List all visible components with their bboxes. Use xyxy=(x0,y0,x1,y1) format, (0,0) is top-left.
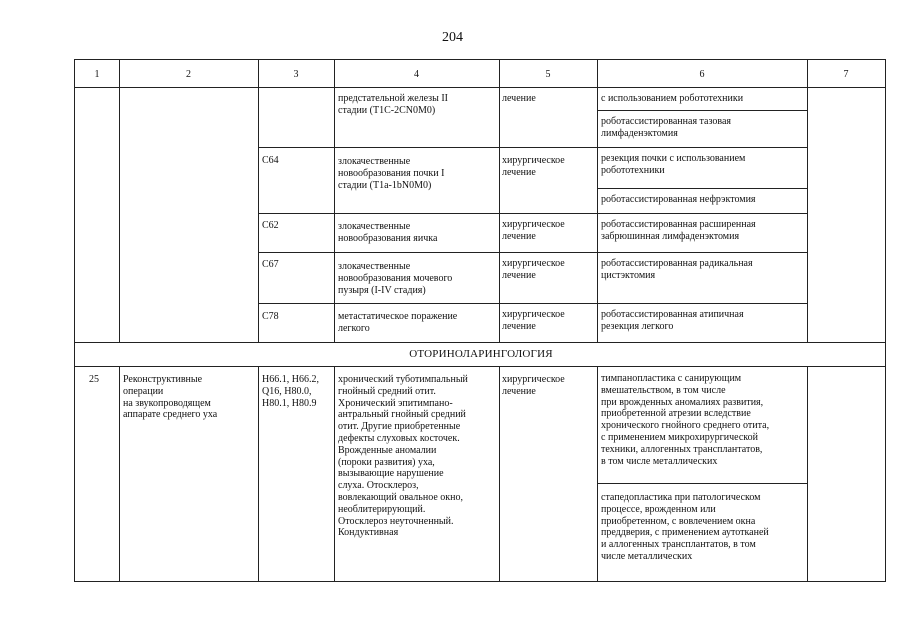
treatment-cell: хирургическое лечение xyxy=(502,258,565,281)
column-header-1: 1 xyxy=(94,69,100,80)
column-header-7: 7 xyxy=(843,69,849,80)
method-cell: роботассистированная расширенная забрюшинная лимфаденэктомия xyxy=(601,219,756,242)
column-rule xyxy=(258,366,259,581)
method-cell: тимпанопластика с санирующим вмешательством, в том числе при врожденных аномалиях развития, приобретенной атрезии вследствие хронического гнойного среднего отита, с применением микрохирургической техники, аллогенных трансплантатов, в том числе металлических xyxy=(601,373,770,467)
column-header-6: 6 xyxy=(699,69,705,80)
diagnosis-cell: злокачественные новообразования мочевого пузыря (I-IV стадия) xyxy=(338,261,453,296)
column-rule xyxy=(807,366,808,581)
treatment-cell: хирургическое лечение xyxy=(502,219,565,242)
column-rule xyxy=(807,60,808,342)
column-rule xyxy=(258,60,259,342)
column-header-4: 4 xyxy=(414,69,419,80)
row-rule xyxy=(258,303,807,304)
page-number: 204 xyxy=(442,30,463,45)
column-rule xyxy=(119,60,120,342)
method-cell: роботассистированная тазовая лимфаденэктомия xyxy=(601,116,731,139)
column-header-5: 5 xyxy=(545,69,551,80)
method-cell: резекция почки с использованием робототехники xyxy=(601,153,746,176)
header-rule xyxy=(75,87,885,88)
section-bottom-rule xyxy=(75,366,885,367)
column-header-3: 3 xyxy=(293,69,299,80)
section-top-rule xyxy=(75,342,885,343)
column-rule xyxy=(597,366,598,581)
method-cell: с использованием робототехники xyxy=(601,93,744,104)
code-cell: C62 xyxy=(262,220,279,231)
diagnosis-cell: злокачественные новообразования почки I стадии (T1a-1bN0M0) xyxy=(338,156,445,191)
treatment-cell: хирургическое лечение xyxy=(502,309,565,332)
treatment-cell: хирургическое лечение xyxy=(502,155,565,178)
code-cell: H66.1, H66.2, Q16, H80.0, H80.1, H80.9 xyxy=(262,374,319,409)
row-rule xyxy=(258,213,807,214)
code-cell: C67 xyxy=(262,259,279,270)
code-cell: C64 xyxy=(262,155,279,166)
method-cell: роботассистированная нефрэктомия xyxy=(601,194,756,205)
diagnosis-cell: предстательной железы II стадии (T1C-2CN0M0) xyxy=(338,93,449,116)
column-header-2: 2 xyxy=(186,69,191,80)
column-rule xyxy=(119,366,120,581)
method-cell: роботассистированная атипичная резекция легкого xyxy=(601,309,744,332)
procedure-name: Реконструктивные операции на звукопроводящем аппарате среднего уха xyxy=(123,374,218,421)
code-cell: C78 xyxy=(262,311,279,322)
row-rule xyxy=(597,483,807,484)
row-rule xyxy=(258,147,807,148)
treatment-cell: хирургическое лечение xyxy=(502,374,565,397)
section-title: ОТОРИНОЛАРИНГОЛОГИЯ xyxy=(409,348,553,360)
column-rule xyxy=(334,60,335,342)
treatment-cell: лечение xyxy=(502,93,536,104)
diagnosis-cell: злокачественные новообразования яичка xyxy=(338,221,438,244)
row-number: 25 xyxy=(89,374,99,385)
row-rule xyxy=(258,252,807,253)
method-cell: роботассистированная радикальная цистэктомия xyxy=(601,258,753,281)
diagnosis-cell: хронический туботимпальный гнойный средний отит. Хронический эпитимпано- антральный гнойный средний отит. Другие приобретенные дефекты слуховых косточек. Врожденные аномалии (пороки развития) уха, вызывающие нарушение слуха. Отосклероз, вовлекающий овальное окно, необлитерирующий. Отосклероз неуточненный. Кондуктивная xyxy=(338,374,468,539)
row-rule xyxy=(597,110,807,111)
medical-procedures-table xyxy=(74,59,886,582)
column-rule xyxy=(499,366,500,581)
row-rule xyxy=(597,188,807,189)
column-rule xyxy=(499,60,500,342)
column-rule xyxy=(597,60,598,342)
method-cell: стапедопластика при патологическом процессе, врожденном или приобретенном, с вовлечением окна преддверия, с применением аутотканей и аллогенных трансплантатов, в том числе металлических xyxy=(601,492,769,562)
column-rule xyxy=(334,366,335,581)
diagnosis-cell: метастатическое поражение легкого xyxy=(338,311,458,334)
